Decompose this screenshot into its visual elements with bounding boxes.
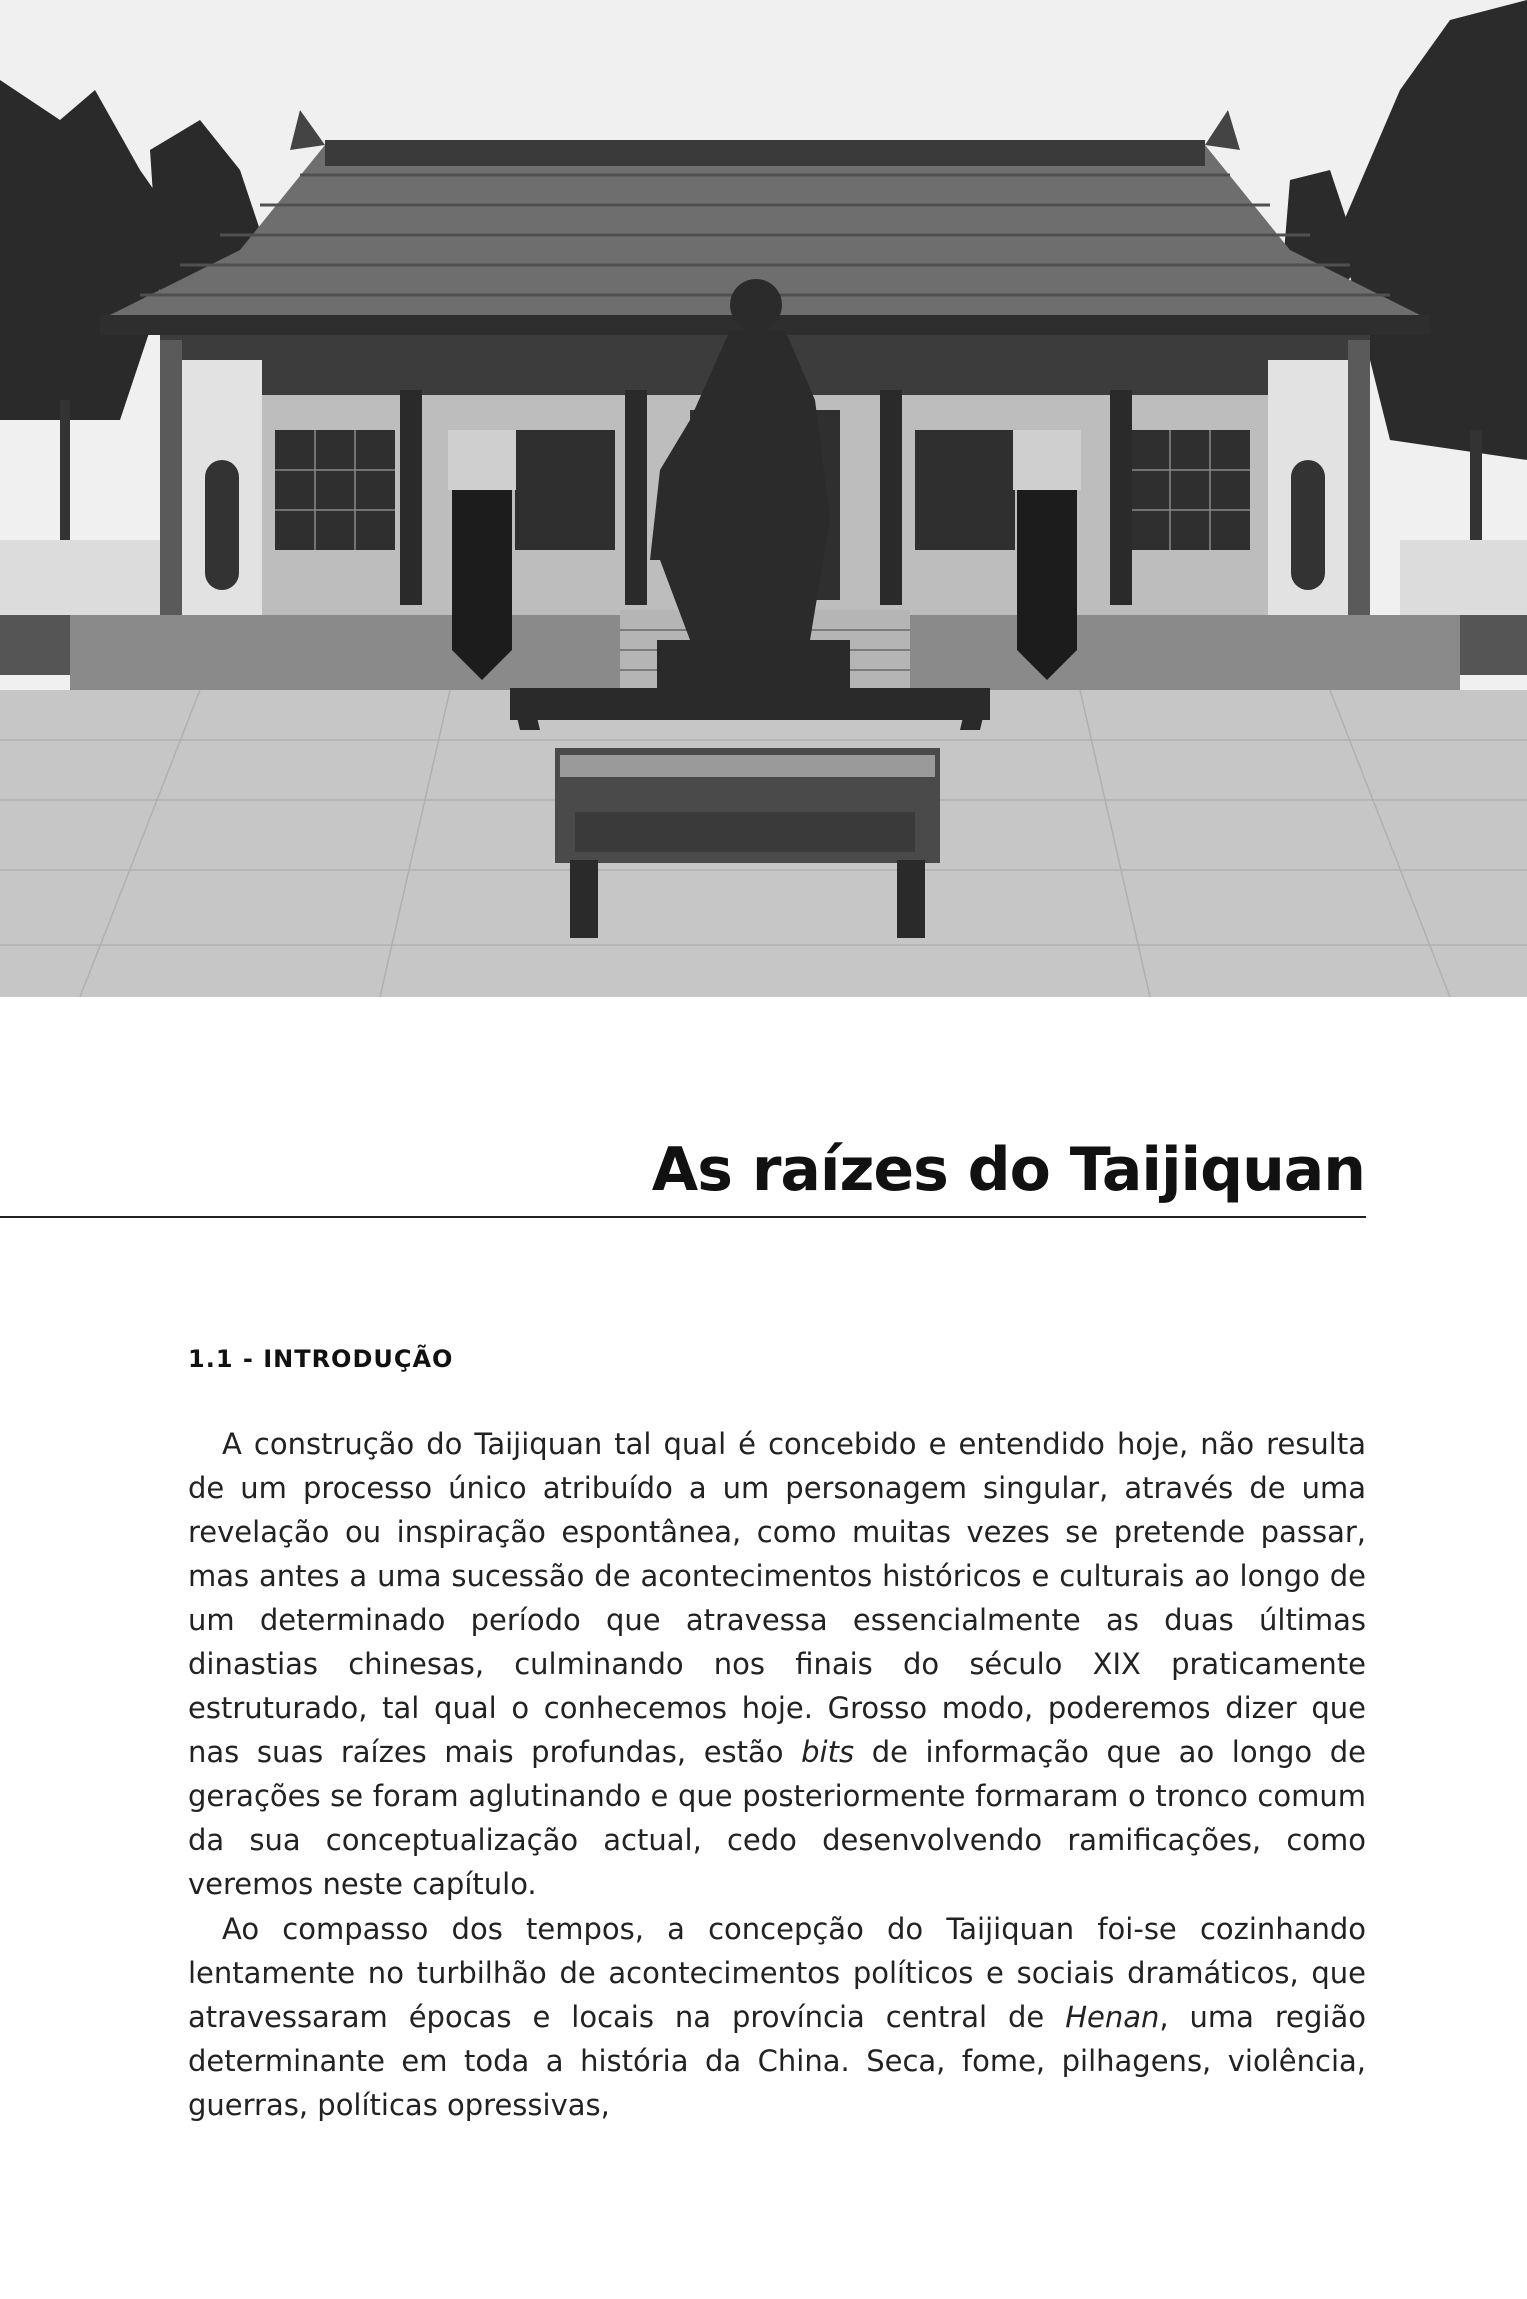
chapter-title: As raízes do Taijiquan <box>651 1135 1365 1205</box>
stele-right-icon <box>1013 430 1081 680</box>
paragraph-1-text-a: A construção do Taijiquan tal qual é concebido e entendido hoje, não resulta de um processo único atribuído a um personagem singular, através de uma revelação ou inspiração espontânea, como muitas vezes se pretende passar, mas antes a uma sucessão de acontecimentos históricos e culturais ao longo de um determinado período que atravessa essencialmente as duas últimas dinastias chinesas, culminando nos finais do século XIX praticamente estruturado, tal qual o conhecemos hoje. Grosso modo, poderemos dizer que nas suas raízes mais profundas, estão <box>188 1427 1366 1769</box>
paragraph-2-text-a: Ao compasso dos tempos, a concepção do Taijiquan foi-se cozinhando lentamente no turbilhão de acontecimentos políticos e sociais dramáticos, que atravessaram épocas e locais na província central de <box>188 1912 1366 2034</box>
hero-photo <box>0 0 1527 997</box>
paragraph-1-emphasis: bits <box>801 1735 855 1769</box>
paragraph-1-text-b: de informação que ao longo de gerações se foram aglutinando e que posteriormente formaram o tronco comum da sua conceptualização actual, cedo desenvolvendo ramificações, como veremos neste capítulo. <box>188 1735 1366 1901</box>
title-divider <box>0 1216 1366 1218</box>
paragraph-2 <box>188 1907 1366 2127</box>
section-heading: 1.1 - INTRODUÇÃO <box>188 1345 454 1373</box>
paragraph-2-text-b: , uma região determinante em toda a história da China. Seca, fome, pilhagens, violência, guerras, políticas opressivas, <box>188 2000 1366 2122</box>
paragraph-1 <box>188 1422 1366 1906</box>
stele-left-icon <box>448 430 516 680</box>
paragraph-2-emphasis: Henan <box>1065 2000 1160 2034</box>
